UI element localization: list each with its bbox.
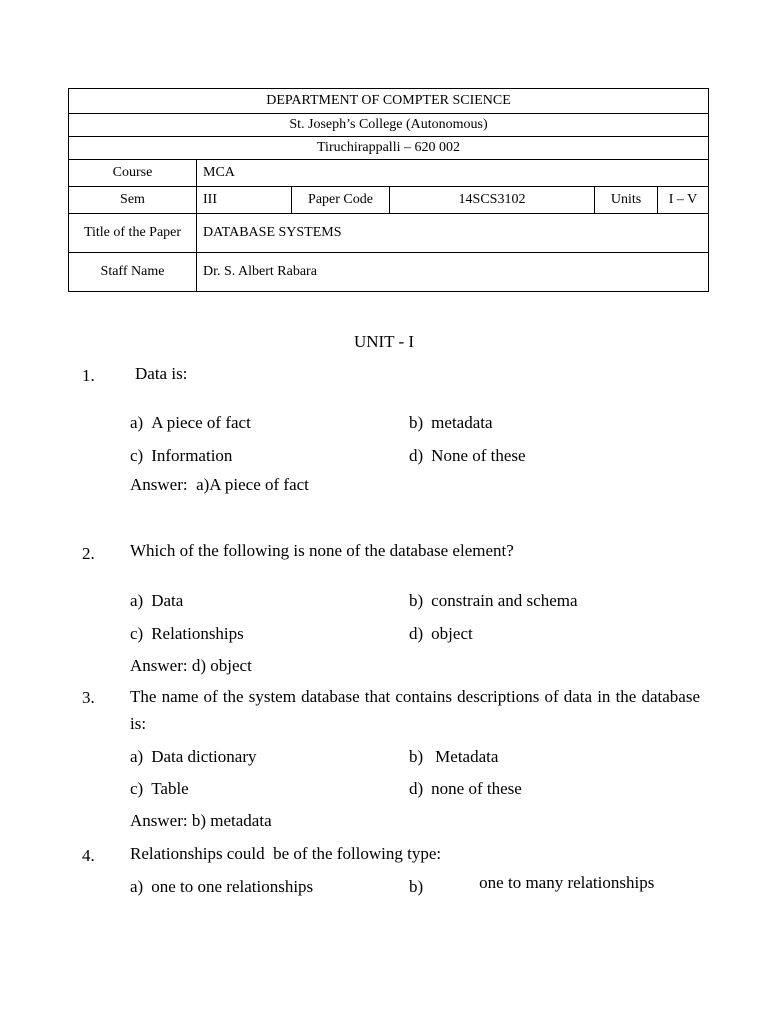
answer-text: Answer: d) object bbox=[130, 656, 252, 675]
option-d bbox=[409, 624, 473, 644]
option-text: none of these bbox=[431, 779, 522, 798]
units-label: Units bbox=[595, 187, 658, 214]
option-text: Data dictionary bbox=[151, 747, 257, 766]
option-c bbox=[130, 446, 232, 466]
option-d bbox=[409, 779, 522, 799]
option-b bbox=[409, 873, 655, 897]
question-number: 4. bbox=[82, 846, 95, 865]
option-a bbox=[130, 877, 313, 897]
option-text: Relationships bbox=[151, 624, 244, 643]
option-letter: d) bbox=[409, 446, 424, 465]
option-letter: b) bbox=[409, 877, 424, 896]
question-text: Data is: bbox=[135, 364, 188, 383]
option-letter: a) bbox=[130, 747, 144, 766]
college-city: Tiruchirappalli – 620 002 bbox=[69, 137, 709, 160]
option-letter: d) bbox=[409, 624, 424, 643]
option-letter: d) bbox=[409, 779, 424, 798]
title-label: Title of the Paper bbox=[69, 214, 197, 253]
question-number: 2. bbox=[82, 544, 95, 563]
option-text: Table bbox=[151, 779, 189, 798]
option-text: Information bbox=[151, 446, 233, 465]
sem-value: III bbox=[197, 187, 292, 214]
question-text: Relationships could be of the following type: bbox=[130, 844, 442, 863]
option-text: constrain and schema bbox=[431, 591, 578, 610]
option-letter: c) bbox=[130, 624, 144, 643]
title-value: DATABASE SYSTEMS bbox=[197, 214, 709, 253]
staff-value: Dr. S. Albert Rabara bbox=[197, 253, 709, 292]
option-letter: a) bbox=[130, 877, 144, 896]
option-letter: a) bbox=[130, 413, 144, 432]
option-letter: b) bbox=[409, 747, 424, 766]
question-text: The name of the system database that contains descriptions of data in the database is: bbox=[130, 687, 700, 734]
question-text: Which of the following is none of the database element? bbox=[130, 541, 514, 560]
course-value: MCA bbox=[197, 160, 709, 187]
option-letter: c) bbox=[130, 779, 144, 798]
option-text: Metadata bbox=[435, 747, 499, 766]
option-a bbox=[130, 591, 183, 611]
sem-label: Sem bbox=[69, 187, 197, 214]
option-letter: c) bbox=[130, 446, 144, 465]
option-text: one to one relationships bbox=[151, 877, 314, 896]
units-value: I – V bbox=[658, 187, 709, 214]
header-table bbox=[68, 88, 709, 292]
option-letter: b) bbox=[409, 413, 424, 432]
option-letter: a) bbox=[130, 591, 144, 610]
option-a bbox=[130, 413, 251, 433]
paper-code-label: Paper Code bbox=[292, 187, 390, 214]
college-name: St. Joseph’s College (Autonomous) bbox=[69, 114, 709, 137]
option-text: one to many relationships bbox=[479, 873, 655, 892]
option-text: metadata bbox=[431, 413, 493, 432]
course-label: Course bbox=[69, 160, 197, 187]
answer-text: Answer: a)A piece of fact bbox=[130, 475, 309, 494]
department-name: DEPARTMENT OF COMPTER SCIENCE bbox=[69, 89, 709, 114]
option-b bbox=[409, 413, 493, 433]
question-number: 3. bbox=[82, 688, 95, 707]
option-a bbox=[130, 747, 256, 767]
answer-text: Answer: b) metadata bbox=[130, 811, 272, 830]
question-number: 1. bbox=[82, 366, 95, 385]
option-text: A piece of fact bbox=[151, 413, 251, 432]
option-text: None of these bbox=[431, 446, 526, 465]
option-text: Data bbox=[151, 591, 184, 610]
option-text: object bbox=[431, 624, 473, 643]
option-c bbox=[130, 779, 189, 799]
option-letter: b) bbox=[409, 591, 424, 610]
option-b bbox=[409, 747, 498, 767]
staff-label: Staff Name bbox=[69, 253, 197, 292]
unit-heading: UNIT - I bbox=[353, 332, 415, 351]
option-b bbox=[409, 591, 578, 611]
paper-code-value: 14SCS3102 bbox=[390, 187, 595, 214]
option-d bbox=[409, 446, 526, 466]
option-c bbox=[130, 624, 244, 644]
